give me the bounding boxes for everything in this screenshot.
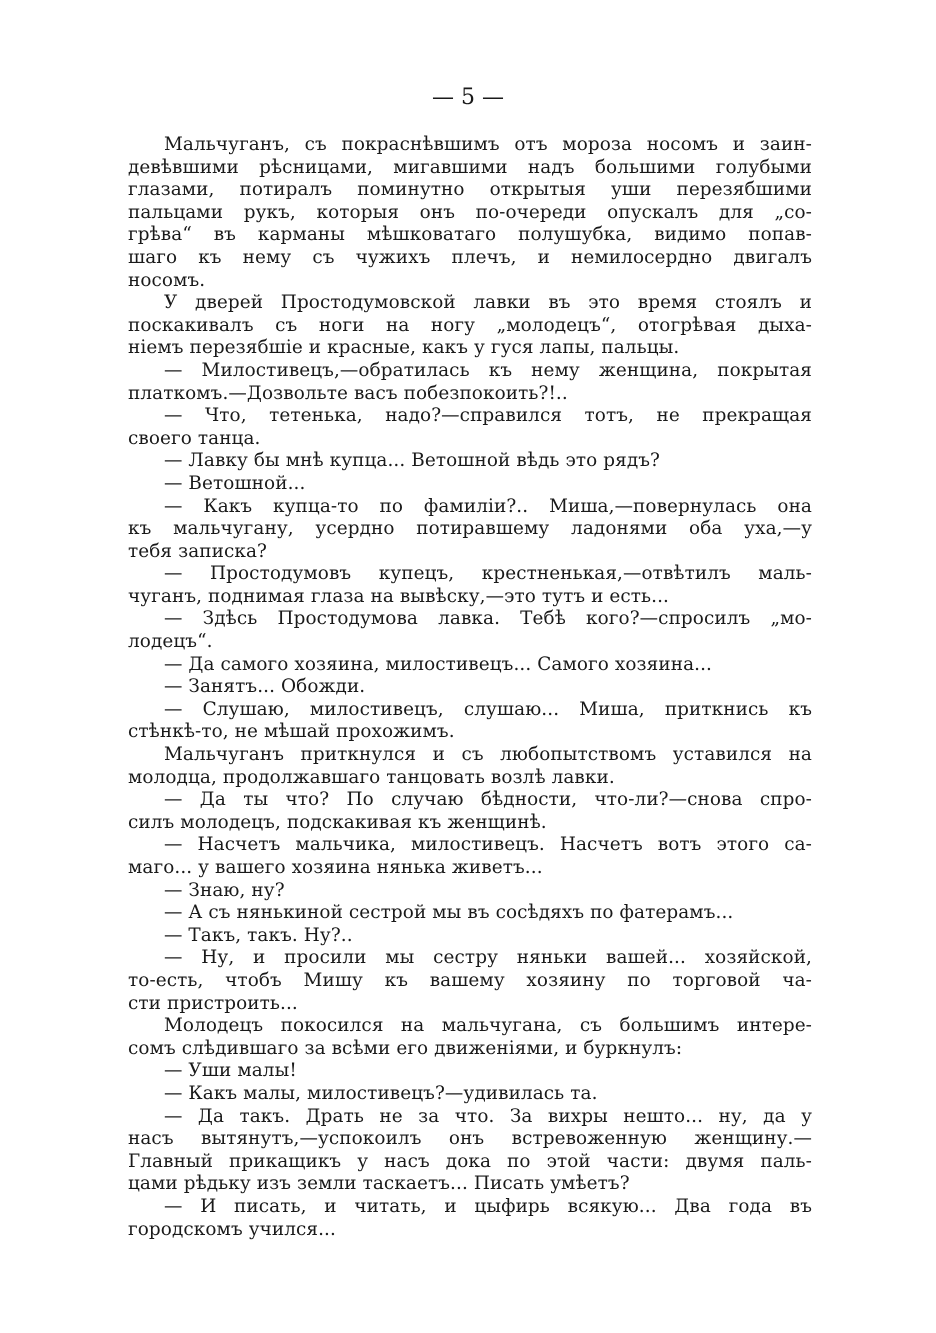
text-line: У дверей Простодумовской лавки въ это время стоялъ и	[164, 292, 812, 314]
text-line: — Здѣсь Простодумова лавка. Тебѣ кого?—спросилъ „мо-	[164, 608, 812, 630]
text-line: маго... у вашего хозяина нянька живетъ...	[128, 857, 543, 878]
text-line: — Такъ, такъ. Ну?..	[164, 924, 353, 946]
text-line: городскомъ учился...	[128, 1218, 336, 1240]
text-line: — Слушаю, милостивецъ, слушаю... Миша, приткнись къ	[164, 698, 812, 720]
text-line: — Лавку бы мнѣ купца... Ветошной вѣдь это рядъ?	[164, 450, 661, 472]
text-line: — Простодумовъ купецъ, крестненькая,—отвѣтилъ маль-	[164, 563, 812, 585]
text-line: пальцами рукъ, которыя онъ по-очереди опускалъ для „со-	[128, 201, 812, 223]
text-line: Мальчуганъ приткнулся и съ любопытствомъ уставился на	[164, 744, 812, 766]
text-line: — Насчетъ мальчика, милостивецъ. Насчетъ вотъ этого са-	[164, 834, 812, 856]
text-line: — Ну, и просили мы сестру няньки вашей... хозяйской,	[164, 947, 812, 969]
text-line: Мальчуганъ, съ покраснѣвшимъ отъ мороза носомъ и заин-	[164, 134, 812, 155]
text-line: носомъ.	[128, 269, 206, 291]
text-line: Молодецъ покосился на мальчугана, съ большимъ интере-	[164, 1015, 812, 1037]
text-line: — Да самого хозяина, милостивецъ... Самого хозяина...	[164, 653, 712, 675]
text-line: чуганъ, поднимая глаза на вывѣску,—это тутъ и есть...	[128, 585, 670, 607]
text-line: силъ молодецъ, подскакивая къ женщинѣ.	[128, 811, 547, 833]
text-line: — Милостивецъ,—обратилась къ нему женщина, покрытая	[164, 359, 812, 381]
text-line: поскакивалъ съ ноги на ногу „молодецъ“, отогрѣвая дыха-	[128, 314, 812, 336]
text-line: то-есть, чтобъ Мишу къ вашему хозяину по торговой ча-	[128, 969, 812, 991]
text-line: молодца, продолжавшаго танцовать возлѣ лавки.	[128, 766, 615, 788]
text-line: — Знаю, ну?	[164, 879, 285, 901]
text-line: — И писать, и читать, и цыфирь всякую... Два года въ	[164, 1195, 812, 1217]
text-line: — Что, тетенька, надо?—справился тотъ, не прекращая	[164, 405, 812, 427]
text-line: — Да такъ. Драть не за что. За вихры нешто... ну, да у	[164, 1105, 812, 1127]
text-line: Главный прикащикъ у насъ дока по этой части: двумя паль-	[128, 1150, 812, 1172]
text-line: — Занятъ... Обожди.	[164, 676, 366, 698]
text-line: къ мальчугану, усердно потиравшему ладонями оба уха,—у	[128, 518, 812, 540]
text-line: — Ветошной...	[164, 472, 306, 494]
text-line: девѣвшими рѣсницами, мигавшими надъ большими голубыми	[128, 156, 812, 178]
text-line: тебя записка?	[128, 540, 268, 562]
text-line: цами рѣдьку изъ земли таскаетъ... Писать умѣетъ?	[128, 1173, 630, 1195]
text-line: сомъ слѣдившаго за всѣми его движеніями, и буркнулъ:	[128, 1037, 683, 1059]
text-line: ніемъ перезябшіе и красные, какъ у гуся лапы, пальцы.	[128, 337, 680, 359]
text-line: глазами, потиралъ поминутно открытыя уши перезябшими	[128, 179, 812, 201]
text-line: лодецъ“.	[128, 631, 213, 653]
text-line: — Уши малы!	[164, 1060, 297, 1082]
text-line: — А съ нянькиной сестрой мы въ сосѣдяхъ по фатерамъ...	[164, 902, 734, 924]
text-line: сти пристроить...	[128, 992, 298, 1014]
text-line: — Какъ купца-то по фамиліи?.. Миша,—повернулась она	[164, 495, 812, 517]
body-text	[128, 134, 812, 1241]
text-line: платкомъ.—Дозвольте васъ побезпокоить?!..	[128, 382, 568, 404]
text-line: шаго къ нему съ чужихъ плечъ, и немилосердно двигалъ	[128, 246, 812, 268]
text-line: стѣнкѣ-то, не мѣшай прохожимъ.	[128, 721, 455, 743]
text-line: своего танца.	[128, 427, 261, 449]
page-number: — 5 —	[432, 85, 504, 110]
text-line: — Да ты что? По случаю бѣдности, что-ли?—снова спро-	[164, 789, 812, 811]
text-line: грѣва“ въ карманы мѣшковатаго полушубка, видимо попав-	[128, 224, 812, 246]
text-line: насъ вытянутъ,—успокоилъ онъ встревоженную женщину.—	[128, 1128, 812, 1150]
text-line: — Какъ малы, милостивецъ?—удивилась та.	[164, 1082, 598, 1104]
